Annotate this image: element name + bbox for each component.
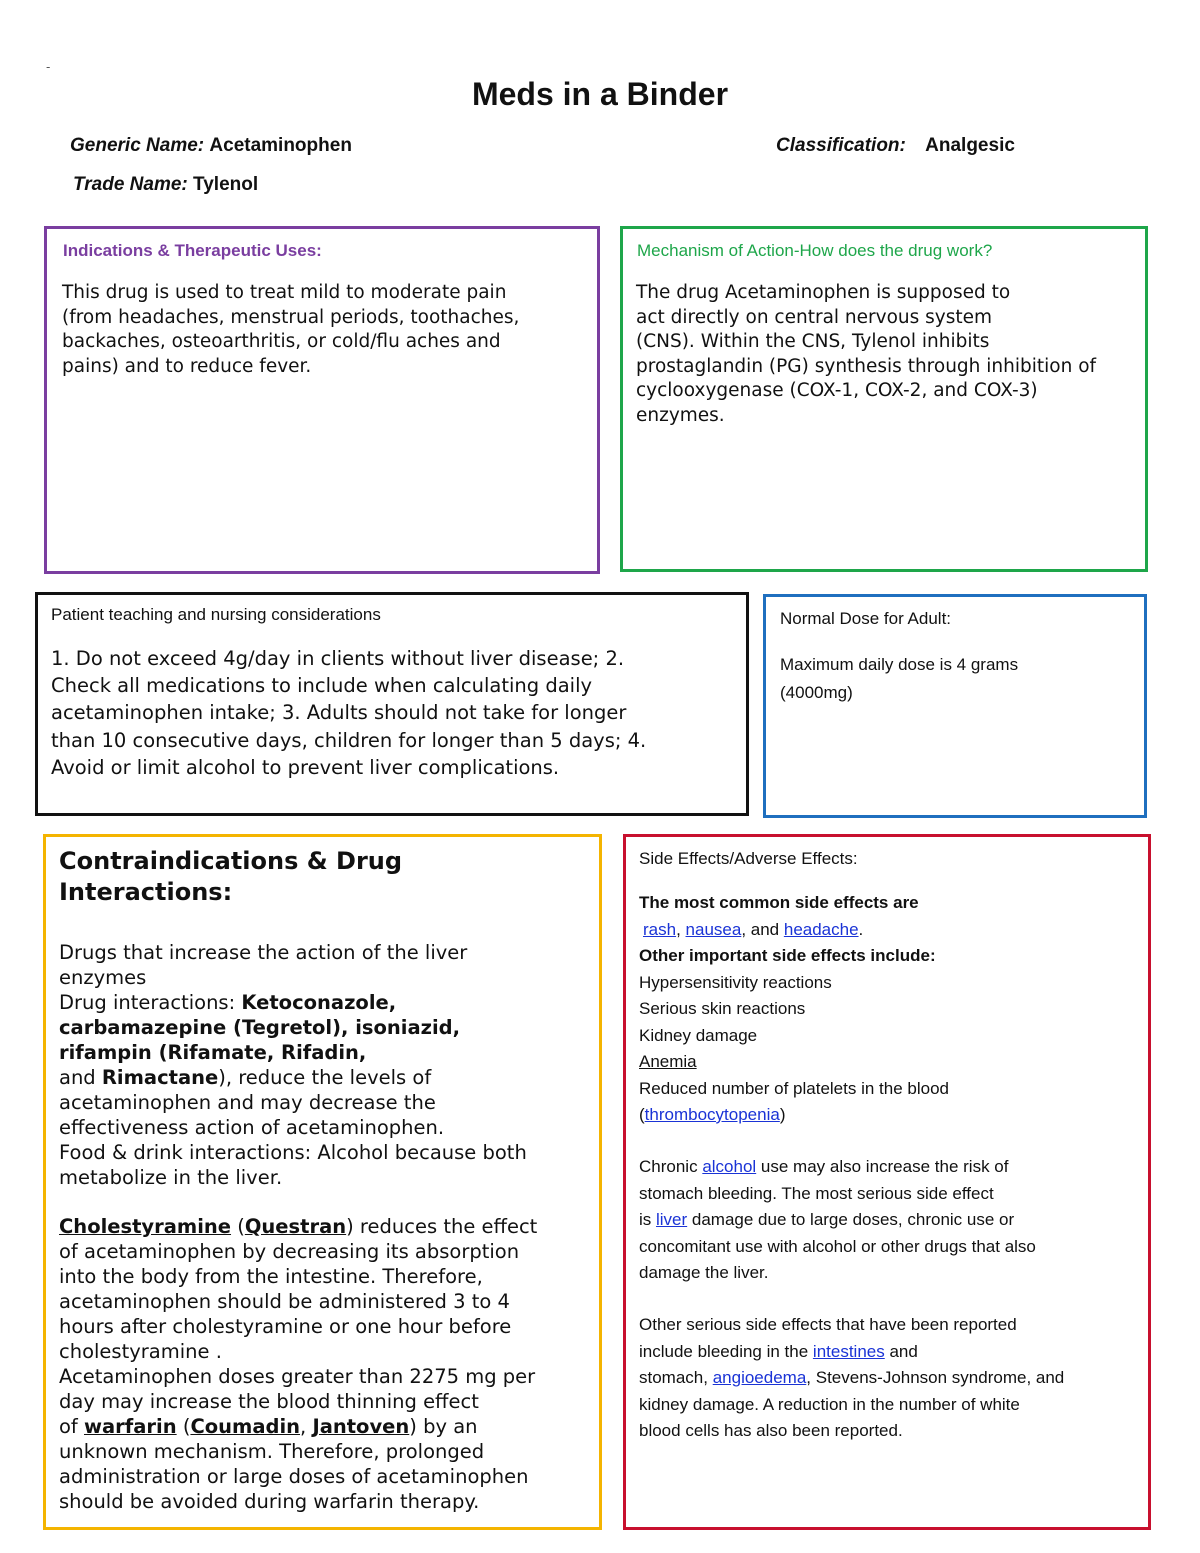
ci-drug-line: rifampin (Rifamate, Rifadin, [59,1041,367,1064]
patient-teaching-box [35,592,749,816]
ci-line: Food & drink interactions: Alcohol because both [59,1141,527,1164]
ci-text: Drug interactions: [59,991,242,1014]
ci-drug: Rimactane [101,1066,219,1089]
dose-line: Maximum daily dose is 4 grams [780,655,1019,674]
generic-name-value: Acetaminophen [209,135,352,156]
se-text: , Stevens-Johnson syndrome, and [806,1368,1065,1387]
se-text: stomach, [639,1368,713,1387]
page-mark: - [46,60,51,74]
se-text: is [639,1210,656,1229]
ci-line: day may increase the blood thinning effect [59,1390,479,1413]
mechanism-line: The drug Acetaminophen is supposed to [636,282,1011,303]
ci-line: unknown mechanism. Therefore, prolonged [59,1440,485,1463]
se-line: kidney damage. A reduction in the number of white [639,1394,1020,1414]
se-text: Chronic [639,1157,703,1176]
patient-teaching-line: acetaminophen intake; 3. Adults should not take for longer [51,701,627,725]
se-text: and [884,1341,918,1361]
indications-line: pains) and to reduce fever. [62,355,312,377]
classification-value: Analgesic [925,135,1015,156]
se-link-liver[interactable]: liver [656,1210,688,1229]
se-link-nausea[interactable]: nausea [685,919,742,939]
contraindications-paragraph-1 [59,940,599,1190]
patient-teaching-heading: Patient teaching and nursing considerations [51,605,381,624]
dose-box [763,594,1147,818]
se-item [639,1102,1139,1129]
dose-line: (4000mg) [780,683,853,702]
patient-teaching-body [51,645,741,781]
ci-line: effectiveness action of acetaminophen. [59,1116,445,1139]
page-title: Meds in a Binder [471,76,729,112]
ci-line: enzymes [59,966,147,989]
ci-line [59,1414,599,1439]
ci-line: should be avoided during warfarin therapy. [59,1490,480,1513]
ci-text: , [300,1415,313,1438]
se-link-rash[interactable]: rash [643,919,677,939]
se-item: Kidney damage [639,1025,758,1045]
se-line [639,1339,1139,1366]
patient-teaching-line: Avoid or limit alcohol to prevent liver complications. [51,755,560,779]
se-line: damage the liver. [639,1263,769,1282]
ci-drug-link[interactable]: Coumadin [190,1415,301,1438]
ci-line: into the body from the intestine. Therefore, [59,1265,483,1288]
patient-teaching-line: Check all medications to include when calculating daily [51,674,593,698]
ci-line: of acetaminophen by decreasing its absorption [59,1240,520,1263]
se-other-heading: Other important side effects include: [639,946,936,965]
ci-text: ( [176,1415,191,1438]
se-line [639,1365,1139,1392]
se-text: use may also increase the risk of [756,1157,1009,1176]
ci-drug-link[interactable]: warfarin [84,1415,177,1438]
ci-drug-link[interactable]: Cholestyramine [59,1215,232,1238]
contraindications-paragraph-2 [59,1214,599,1514]
side-effects-paragraph-1 [639,890,1139,1129]
se-link-intestines[interactable]: intestines [812,1341,885,1361]
se-text: include bleeding in the [639,1341,813,1361]
indications-heading: Indications & Therapeutic Uses: [63,241,322,260]
se-line: blood cells has also been reported. [639,1421,903,1440]
ci-line: hours after cholestyramine or one hour before [59,1315,512,1338]
se-text: , [676,919,686,939]
ci-text: of [59,1415,84,1438]
se-link-angioedema[interactable]: angioedema [712,1368,807,1387]
se-link-alcohol[interactable]: alcohol [702,1157,757,1176]
se-link-thrombocytopenia[interactable]: thrombocytopenia [644,1105,780,1124]
side-effects-paragraph-2 [639,1154,1139,1287]
ci-text: and [59,1066,102,1089]
ci-drug: Ketoconazole, [241,991,397,1014]
se-text: . [858,919,864,939]
side-effects-paragraph-3 [639,1312,1139,1445]
ci-line: metabolize in the liver. [59,1166,283,1189]
se-item: Serious skin reactions [639,999,806,1018]
ci-line: acetaminophen and may decrease the [59,1091,436,1114]
se-common-list [639,917,1139,944]
se-item: Hypersensitivity reactions [639,972,832,992]
ci-drug-link[interactable]: Jantoven [312,1415,410,1438]
patient-teaching-line: than 10 consecutive days, children for longer than 5 days; 4. [51,728,647,752]
trade-name-value: Tylenol [193,174,259,195]
mechanism-line: cyclooxygenase (COX-1, COX-2, and COX-3) [636,380,1038,402]
indications-body [62,281,582,379]
se-text: ( [639,1105,645,1124]
ci-line [59,1065,599,1090]
ci-text: ), reduce the levels of [218,1066,432,1089]
ci-line [59,990,599,1015]
se-line: stomach bleeding. The most serious side effect [639,1183,994,1203]
se-common-heading: The most common side effects are [639,893,919,912]
ci-line: Drugs that increase the action of the liver [59,941,468,964]
se-text: ) [779,1105,786,1124]
mechanism-body [636,281,1136,429]
se-text: damage due to large doses, chronic use or [687,1210,1015,1229]
indications-box [44,226,600,574]
mechanism-heading: Mechanism of Action-How does the drug work? [637,241,993,260]
generic-name-label: Generic Name: [70,135,205,156]
ci-text: ( [231,1215,245,1238]
generic-name-row [70,135,352,157]
dose-heading: Normal Dose for Adult: [780,609,952,628]
ci-line: acetaminophen should be administered 3 to 4 [59,1290,510,1313]
mechanism-line: act directly on central nervous system [636,306,993,328]
ci-drug-line: carbamazepine (Tegretol), isoniazid, [59,1016,461,1039]
ci-line: Acetaminophen doses greater than 2275 mg per [59,1365,536,1388]
classification-row [776,135,1015,157]
ci-line: administration or large doses of acetaminophen [59,1465,529,1488]
se-item: Reduced number of platelets in the blood [639,1078,949,1098]
se-line: concomitant use with alcohol or other drugs that also [639,1236,1036,1256]
se-line [639,1207,1139,1234]
ci-line [59,1214,599,1239]
se-item-anemia[interactable]: Anemia [639,1052,697,1071]
contraindications-heading: Contraindications & Drug Interactions: [59,847,403,906]
trade-name-row [73,174,258,196]
se-line: Other serious side effects that have been reported [639,1315,1017,1334]
trade-name-label: Trade Name: [73,174,188,195]
mechanism-box [620,226,1148,572]
patient-teaching-line: 1. Do not exceed 4g/day in clients without liver disease; 2. [51,647,625,670]
mechanism-line: (CNS). Within the CNS, Tylenol inhibits [636,331,990,353]
side-effects-heading: Side Effects/Adverse Effects: [639,849,858,868]
se-text: , and [741,919,784,939]
ci-text: ) reduces the effect [346,1215,538,1238]
indications-line: backaches, osteoarthritis, or cold/flu aches and [62,331,501,353]
ci-line: cholestyramine . [59,1340,222,1363]
classification-label: Classification: [776,135,906,156]
mechanism-line: enzymes. [636,404,725,426]
side-effects-box [623,834,1151,1530]
dose-body [780,651,1120,707]
indications-line: This drug is used to treat mild to moderate pain [62,282,507,303]
indications-line: (from headaches, menstrual periods, toothaches, [62,306,520,328]
se-link-headache[interactable]: headache [783,919,859,939]
se-line [639,1154,1139,1181]
mechanism-line: prostaglandin (PG) synthesis through inhibition of [636,355,1097,377]
ci-drug-link[interactable]: Questran [244,1215,347,1238]
contraindications-box [43,834,602,1530]
ci-text: ) by an [409,1415,478,1438]
